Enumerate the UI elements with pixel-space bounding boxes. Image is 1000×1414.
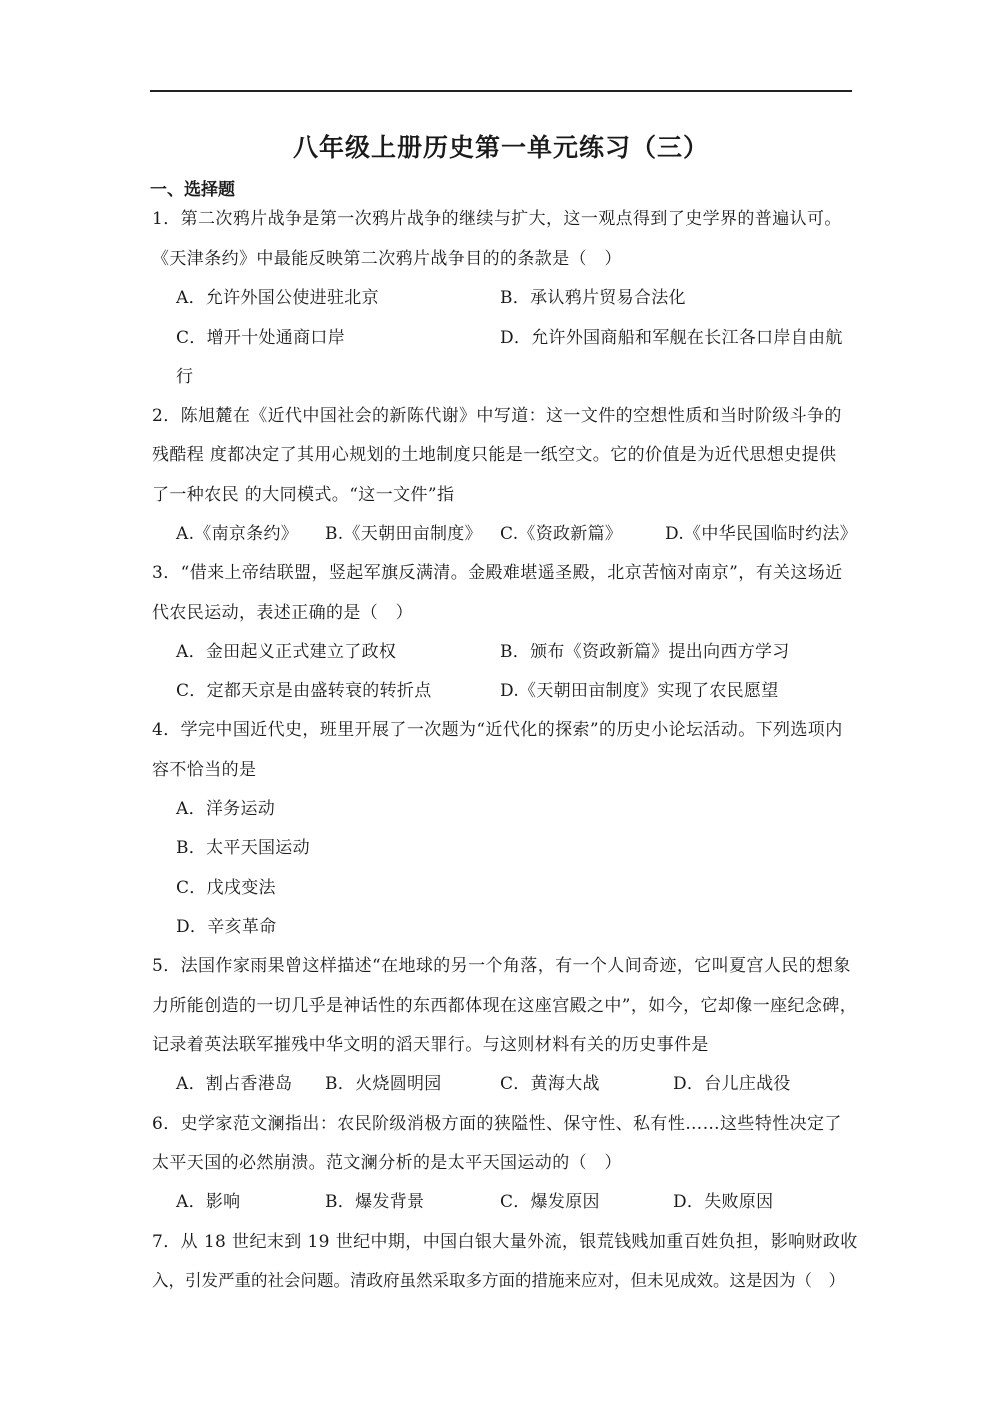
- q1-option-c: C．增开十处通商口岸: [176, 328, 346, 348]
- question-4-line-1: 4．学完中国近代史，班里开展了一次题为“近代化的探索”的历史小论坛活动。下列选项内: [152, 720, 843, 740]
- q3-option-a: A．金田起义正式建立了政权: [176, 642, 397, 662]
- q4-option-b: B．太平天国运动: [176, 838, 310, 858]
- question-6-line-2: 太平天国的必然崩溃。范文澜分析的是太平天国运动的（ ）: [152, 1153, 622, 1173]
- q4-option-d: D．辛亥革命: [176, 917, 277, 937]
- q5-option-a: A．割占香港岛: [176, 1074, 293, 1094]
- question-7-line-2: 入，引发严重的社会问题。清政府虽然采取多方面的措施来应对，但未见成效。这是因为（ ）: [152, 1271, 845, 1290]
- q5-option-c: C．黄海大战: [500, 1074, 600, 1094]
- question-5-line-2: 力所能创造的一切几乎是神话性的东西都体现在这座宫殿之中”，如今，它却像一座纪念碑，: [152, 996, 858, 1016]
- q4-option-c: C．戊戌变法: [176, 878, 276, 898]
- q1-option-d: D．允许外国商船和军舰在长江各口岸自由航: [500, 328, 843, 348]
- q5-option-d: D．台儿庄战役: [673, 1074, 791, 1094]
- question-4-line-2: 容不恰当的是: [152, 760, 257, 780]
- page-title: 八年级上册历史第一单元练习（三）: [292, 133, 709, 162]
- q1-option-a: A．允许外国公使进驻北京: [176, 288, 379, 308]
- q6-option-c: C．爆发原因: [500, 1192, 600, 1212]
- question-7-line-1: 7．从 18 世纪末到 19 世纪中期，中国白银大量外流，银荒钱贱加重百姓负担，影响财政收: [152, 1232, 858, 1252]
- q3-option-d: D.《天朝田亩制度》实现了农民愿望: [500, 681, 779, 701]
- question-3-line-2: 代农民运动，表述正确的是（ ）: [152, 603, 413, 623]
- question-1-line-2: 《天津条约》中最能反映第二次鸦片战争目的的条款是（ ）: [152, 249, 622, 269]
- question-5-line-3: 记录着英法联军摧残中华文明的滔天罪行。与这则材料有关的历史事件是: [152, 1035, 709, 1055]
- q2-option-c: C.《资政新篇》: [500, 524, 623, 544]
- question-2-line-3: 了一种农民 的大同模式。“这一文件”指: [152, 485, 455, 505]
- q2-option-a: A.《南京条约》: [176, 524, 299, 544]
- q2-option-d: D.《中华民国临时约法》: [665, 524, 858, 544]
- question-2-line-1: 2．陈旭麓在《近代中国社会的新陈代谢》中写道：这一文件的空想性质和当时阶级斗争的: [152, 406, 842, 426]
- q4-option-a: A．洋务运动: [176, 799, 276, 819]
- q1-option-b: B．承认鸦片贸易合法化: [500, 288, 686, 308]
- q5-option-b: B．火烧圆明园: [325, 1074, 442, 1094]
- question-3-line-1: 3．“借来上帝结联盟，竖起军旗反满清。金殿难堪遥圣殿，北京苦恼对南京”，有关这场近: [152, 563, 843, 583]
- q3-option-c: C．定都天京是由盛转衰的转折点: [176, 681, 432, 701]
- question-2-line-2: 残酷程 度都决定了其用心规划的土地制度只能是一纸空文。它的价值是为近代思想史提供: [152, 445, 837, 465]
- q6-option-d: D．失败原因: [673, 1192, 774, 1212]
- question-6-line-1: 6．史学家范文澜指出：农民阶级消极方面的狭隘性、保守性、私有性……这些特性决定了: [152, 1114, 842, 1134]
- question-1-line-1: 1．第二次鸦片战争是第一次鸦片战争的继续与扩大，这一观点得到了史学界的普遍认可。: [152, 209, 842, 229]
- section-heading: 一、选择题: [150, 180, 235, 200]
- q1-option-d-continued: 行: [176, 367, 194, 387]
- q6-option-b: B．爆发背景: [325, 1192, 425, 1212]
- question-5-line-1: 5．法国作家雨果曾这样描述“在地球的另一个角落，有一个人间奇迹，它叫夏宫人民的想象: [152, 956, 851, 976]
- q3-option-b: B．颁布《资政新篇》提出向西方学习: [500, 642, 790, 662]
- header-rule: [150, 90, 852, 92]
- q2-option-b: B.《天朝田亩制度》: [325, 524, 482, 544]
- q6-option-a: A．影响: [176, 1192, 241, 1212]
